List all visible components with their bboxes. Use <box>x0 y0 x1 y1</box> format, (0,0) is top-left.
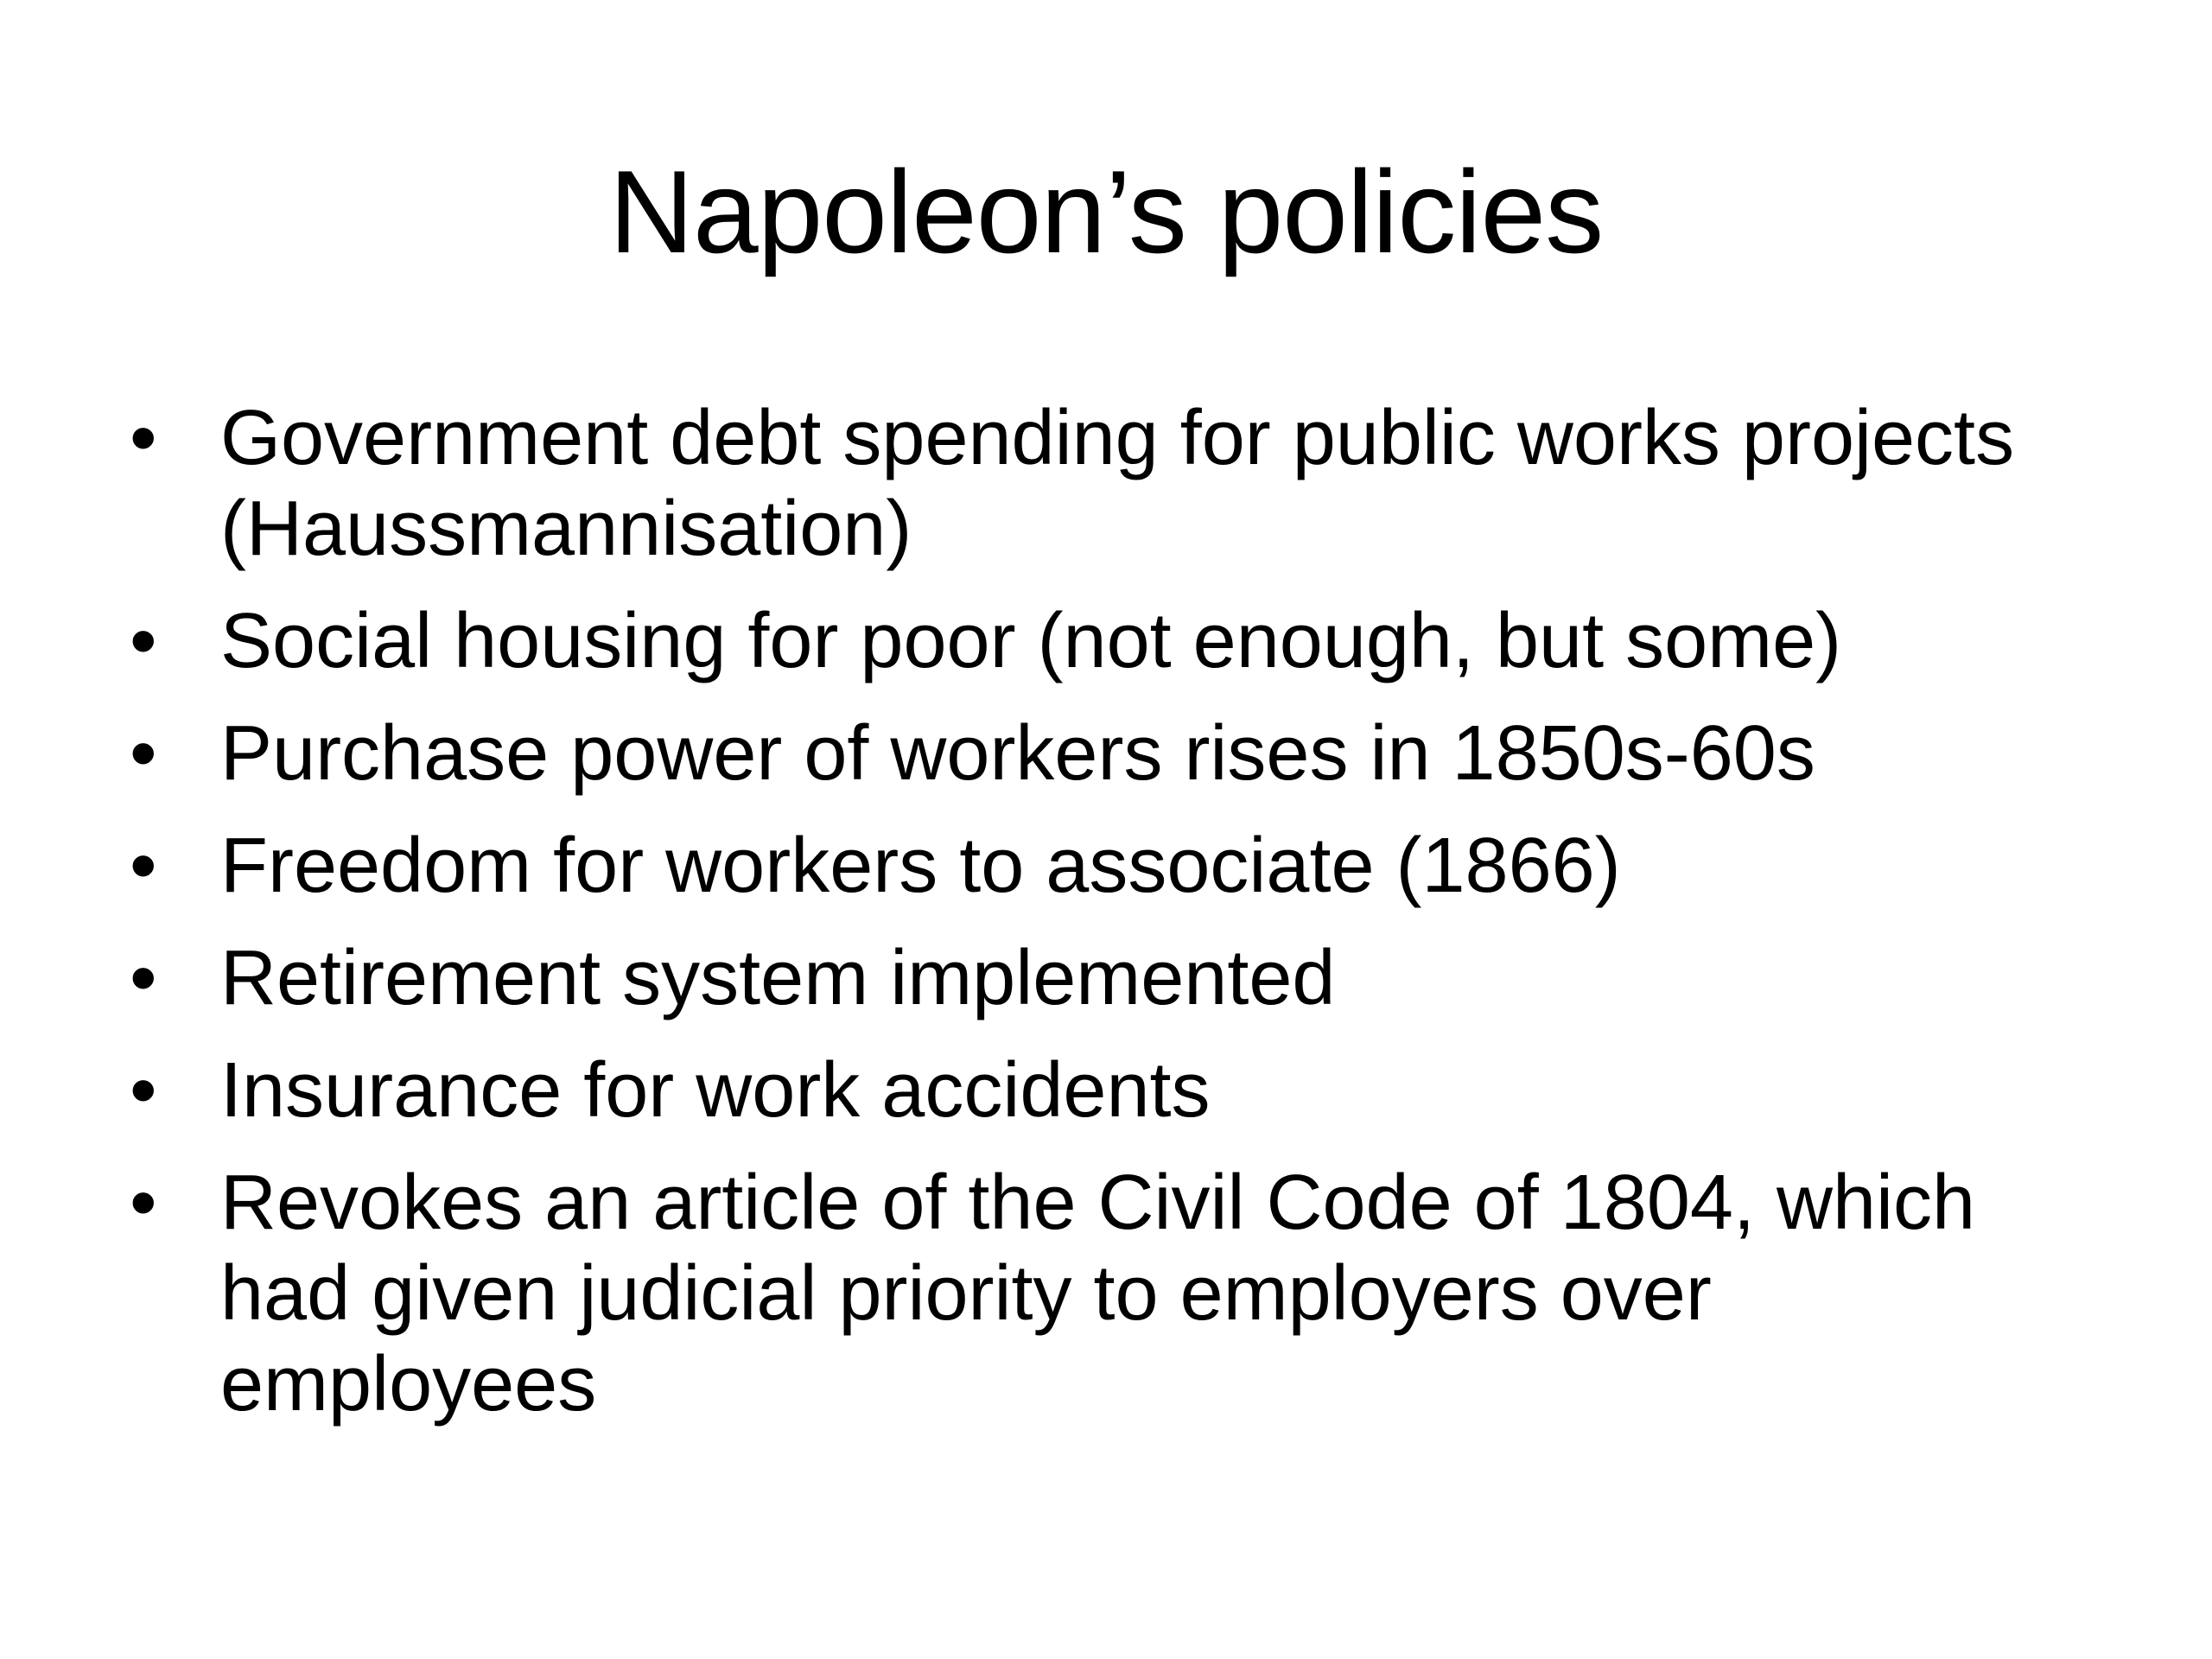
bullet-text: Purchase power of workers rises in 1850s-60s <box>220 710 1815 797</box>
bullet-icon: • <box>130 935 157 1021</box>
bullet-item-social-housing <box>130 596 2082 687</box>
slide-title: Napoleon’s policies <box>608 146 1604 277</box>
bullet-text: Social housing for poor (not enough, but some) <box>220 598 1842 684</box>
bullet-list <box>130 393 2082 1452</box>
bullet-text: Revokes an article of the Civil Code of 1804, which had given judicial priority to employers over employees <box>220 1160 1976 1427</box>
bullet-text: Insurance for work accidents <box>220 1047 1211 1134</box>
bullet-icon: • <box>130 395 157 481</box>
bullet-icon: • <box>130 710 157 797</box>
bullet-item-civil-code <box>130 1158 2082 1430</box>
bullet-text: Retirement system implemented <box>220 935 1336 1021</box>
bullet-icon: • <box>130 1160 157 1246</box>
bullet-text: Government debt spending for public works projects (Haussmannisation) <box>220 395 2015 572</box>
bullet-icon: • <box>130 823 157 909</box>
bullet-item-freedom-associate <box>130 821 2082 912</box>
bullet-text: Freedom for workers to associate (1866) <box>220 823 1621 909</box>
bullet-item-purchase-power <box>130 709 2082 799</box>
bullet-item-insurance <box>130 1046 2082 1136</box>
bullet-item-retirement <box>130 933 2082 1024</box>
bullet-item-public-works <box>130 393 2082 575</box>
bullet-icon: • <box>130 1047 157 1134</box>
bullet-icon: • <box>130 598 157 684</box>
